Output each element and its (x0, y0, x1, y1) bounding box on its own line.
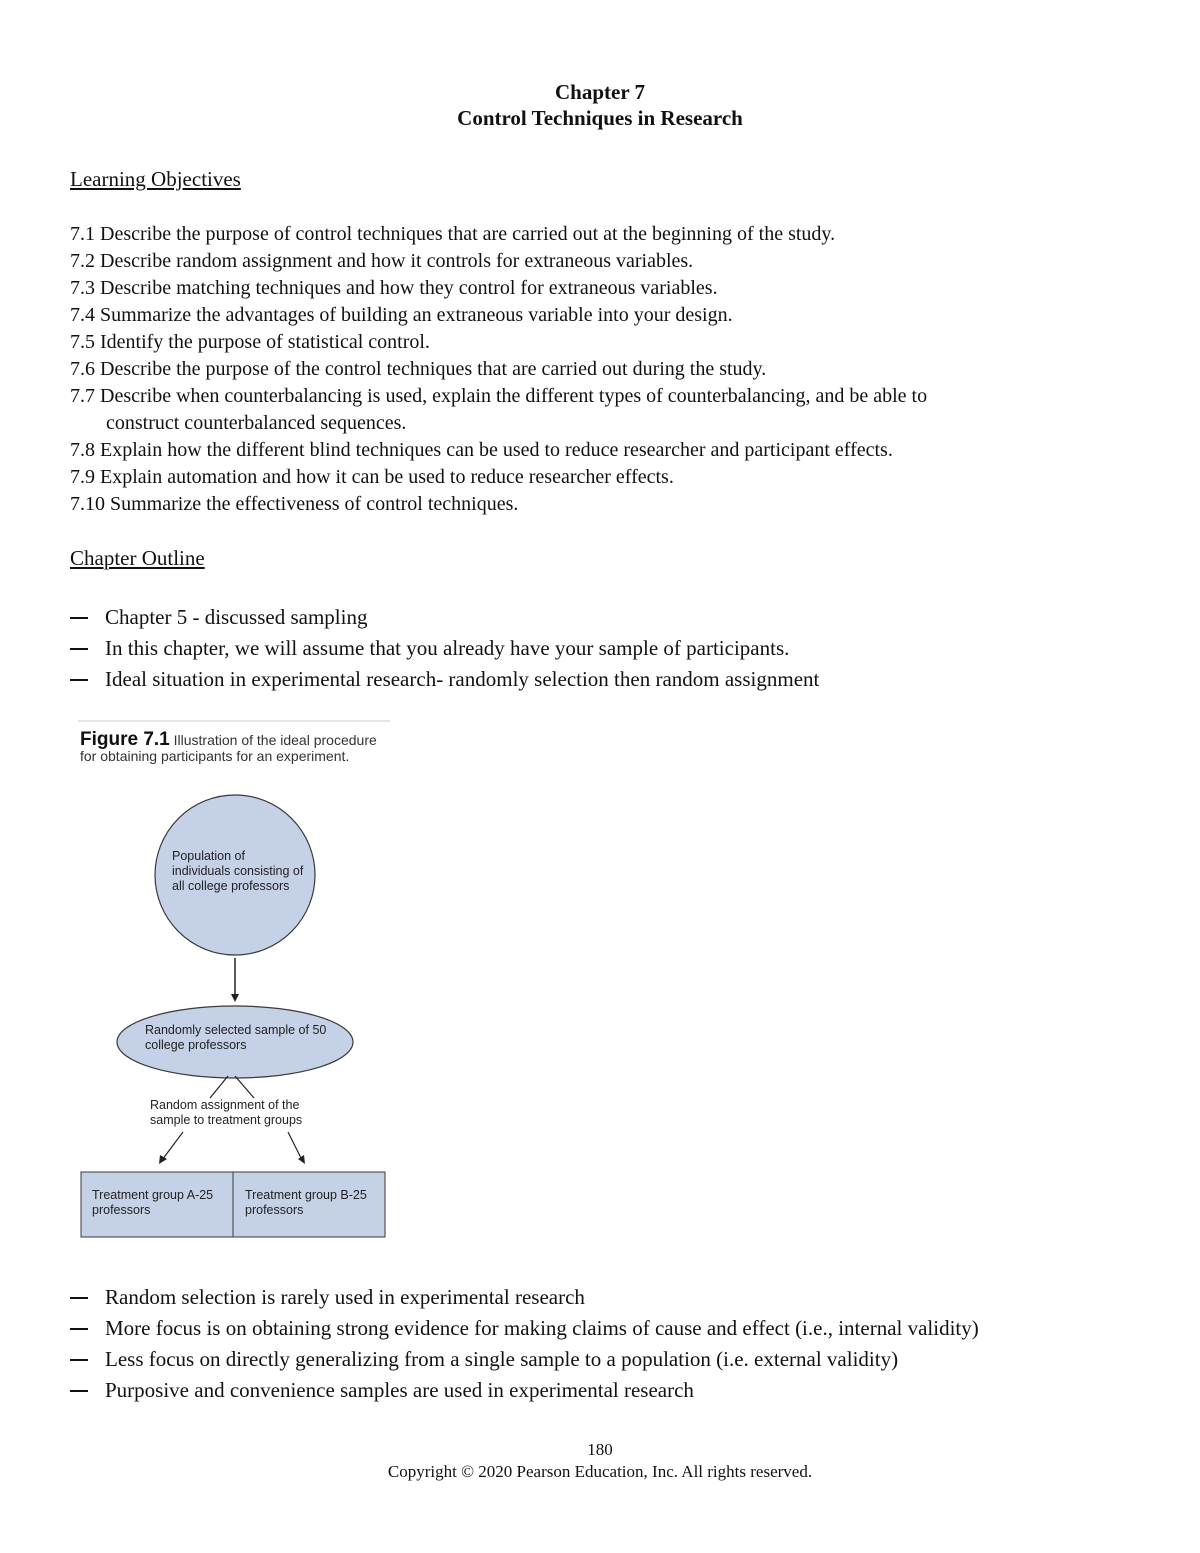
outline-bullet: More focus is on obtaining strong evidence for making claims of cause and effect (i.e., internal validity) (70, 1313, 1150, 1344)
objective-item: 7.5 Identify the purpose of statistical control. (70, 331, 430, 353)
figure-label: Figure 7.1 (80, 729, 170, 750)
sample-label: Randomly selected sample of 50 college professors (145, 1023, 327, 1052)
objective-item: 7.8 Explain how the different blind techniques can be used to reduce researcher and participant effects. (70, 439, 893, 461)
outline-bullet: Purposive and convenience samples are used in experimental research (70, 1375, 1150, 1406)
chapter-outline-heading: Chapter Outline (70, 546, 205, 570)
figure-caption-text: Illustration of the ideal procedure for obtaining participants for an experiment. (80, 732, 377, 764)
figure-diagram (78, 718, 390, 1238)
group-a-label: Treatment group A-25 professors (92, 1188, 214, 1217)
objective-item: 7.1 Describe the purpose of control techniques that are carried out at the beginning of the study. (70, 223, 836, 245)
outline-bullets-bottom (70, 1282, 1150, 1406)
chapter-number: Chapter 7 (554, 80, 646, 104)
assignment-label: Random assignment of the sample to treatment groups (150, 1098, 303, 1127)
dash-bullet-icon (70, 679, 88, 681)
figure-caption (80, 729, 385, 764)
arrow-head-group-b (298, 1155, 305, 1164)
arrow-line-group-a (162, 1132, 183, 1160)
learning-objectives-list (70, 221, 1130, 518)
figure-7-1 (78, 718, 390, 1238)
objective-item-continuation: construct counterbalanced sequences. (106, 412, 407, 434)
objective-item: 7.7 Describe when counterbalancing is used, explain the different types of counterbalancing, and be able to (70, 385, 928, 407)
objective-item: 7.3 Describe matching techniques and how they control for extraneous variables. (70, 277, 718, 299)
objective-item: 7.6 Describe the purpose of the control techniques that are carried out during the study. (70, 358, 767, 380)
outline-bullet: Less focus on directly generalizing from a single sample to a population (i.e. external validity) (70, 1344, 1150, 1375)
dash-bullet-icon (70, 1297, 88, 1299)
dash-bullet-icon (70, 617, 88, 619)
outline-bullet: In this chapter, we will assume that you already have your sample of participants. (70, 633, 1150, 664)
group-b-label: Treatment group B-25 professors (245, 1188, 367, 1217)
objective-item: 7.10 Summarize the effectiveness of control techniques. (70, 493, 519, 515)
dash-bullet-icon (70, 1359, 88, 1361)
population-label: Population of individuals consisting of all college professors (172, 849, 304, 893)
dash-bullet-icon (70, 1328, 88, 1330)
outline-bullet: Random selection is rarely used in experimental research (70, 1282, 1150, 1313)
dash-bullet-icon (70, 648, 88, 650)
outline-bullets-top (70, 602, 1150, 695)
arrow-head-sample (231, 994, 239, 1002)
copyright-notice: Copyright © 2020 Pearson Education, Inc. All rights reserved. (387, 1462, 813, 1481)
arrow-head-group-a (159, 1155, 167, 1164)
outline-bullet: Chapter 5 - discussed sampling (70, 602, 1150, 633)
objective-item: 7.4 Summarize the advantages of building an extraneous variable into your design. (70, 304, 733, 326)
objective-item: 7.2 Describe random assignment and how it controls for extraneous variables. (70, 250, 694, 272)
dash-bullet-icon (70, 1390, 88, 1392)
chapter-title: Control Techniques in Research (457, 106, 743, 130)
learning-objectives-heading: Learning Objectives (70, 167, 241, 191)
outline-bullet: Ideal situation in experimental research- randomly selection then random assignment (70, 664, 1150, 695)
arrow-line-group-b (288, 1132, 302, 1160)
objective-item: 7.9 Explain automation and how it can be used to reduce researcher effects. (70, 466, 674, 488)
page-number: 180 (587, 1440, 613, 1459)
